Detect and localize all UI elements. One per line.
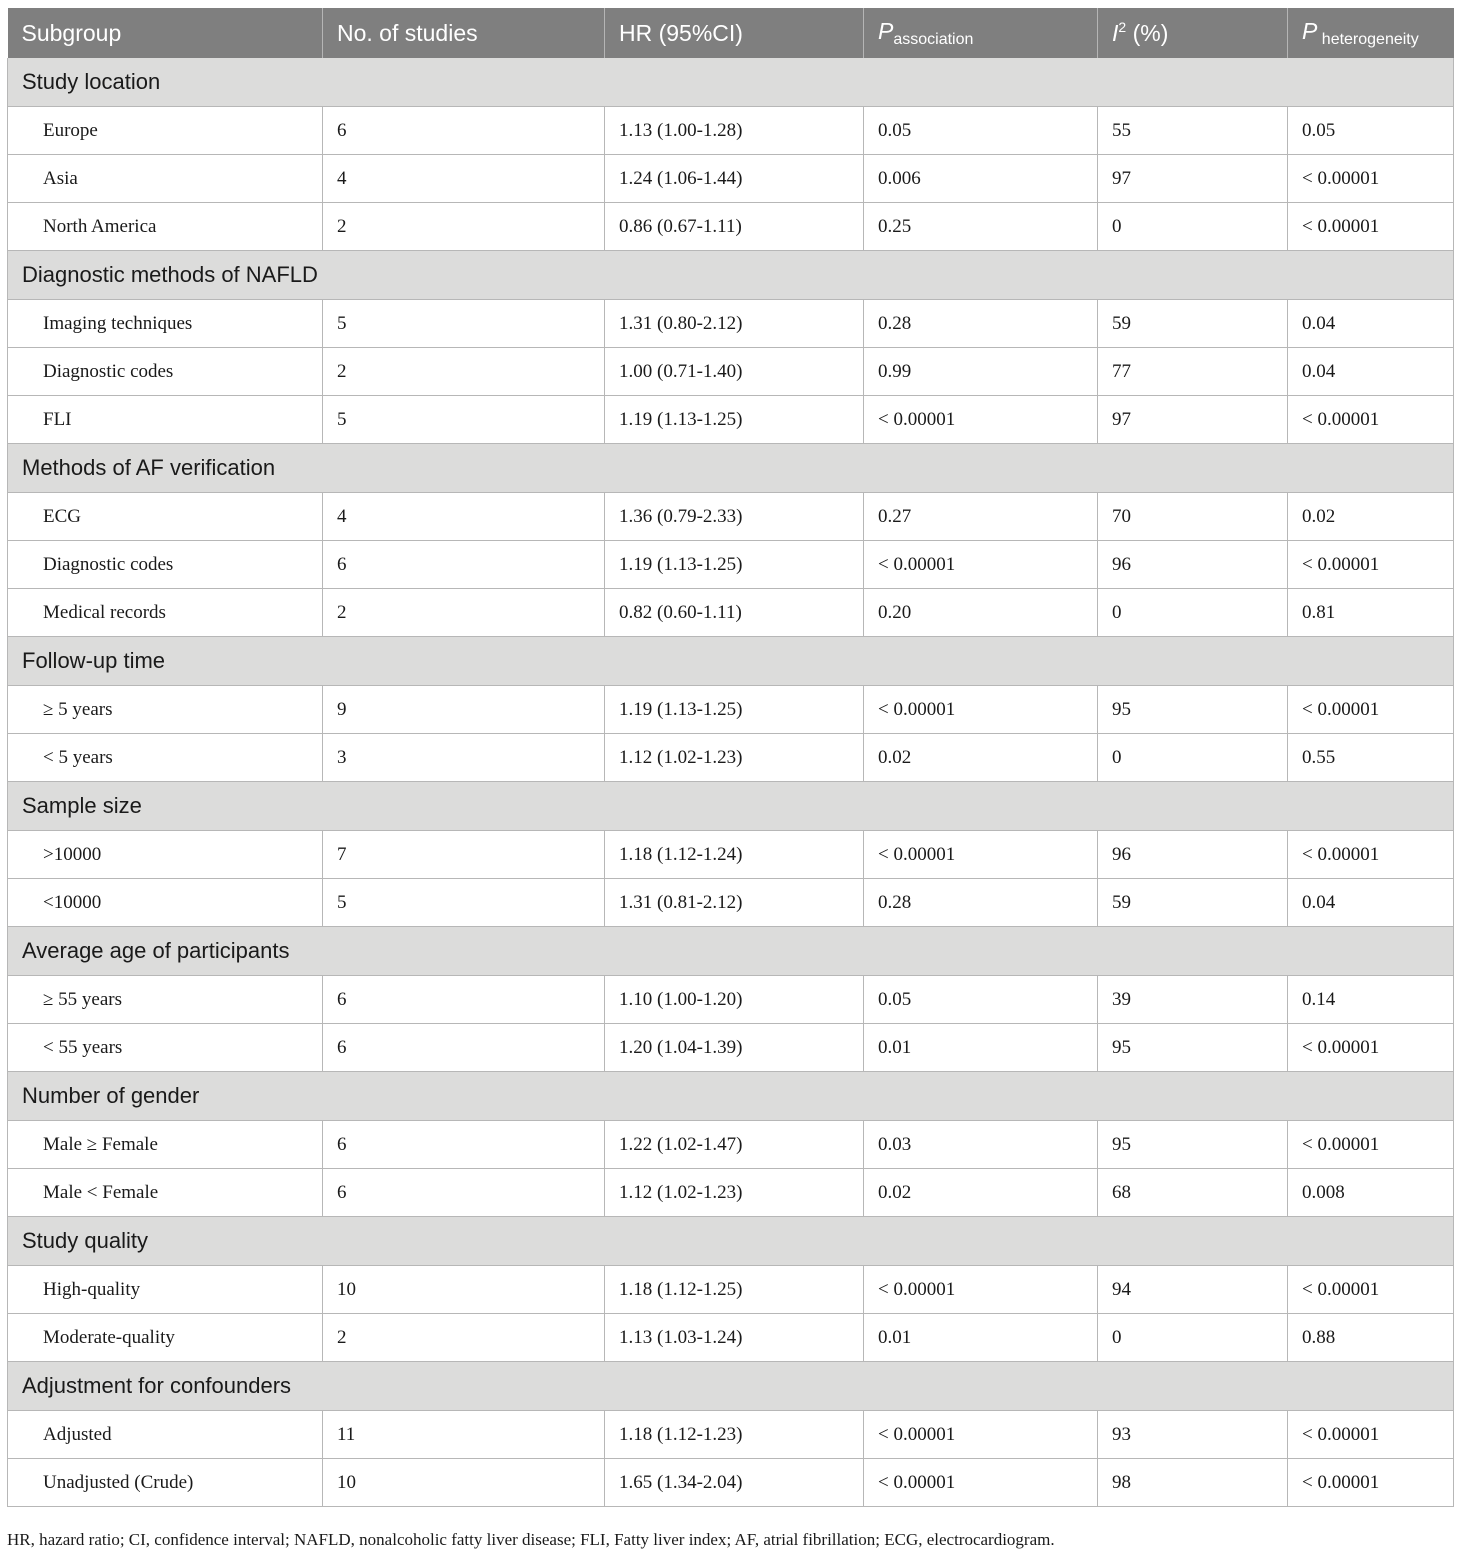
cell-label: Diagnostic codes [8, 541, 323, 589]
group-title: Diagnostic methods of NAFLD [8, 251, 1454, 300]
cell-i2: 0 [1098, 734, 1288, 782]
cell-studies: 6 [323, 107, 605, 155]
group-title: Adjustment for confounders [8, 1362, 1454, 1411]
cell-i2: 93 [1098, 1411, 1288, 1459]
cell-p-heterogeneity: 0.14 [1288, 976, 1454, 1024]
cell-p-association: 0.006 [864, 155, 1098, 203]
subgroup-analysis-table-container [7, 8, 1453, 1507]
group-row [8, 1362, 1454, 1411]
cell-i2: 70 [1098, 493, 1288, 541]
group-title: Average age of participants [8, 927, 1454, 976]
cell-studies: 2 [323, 203, 605, 251]
table-row [8, 493, 1454, 541]
cell-studies: 6 [323, 1121, 605, 1169]
cell-hr: 1.36 (0.79-2.33) [605, 493, 864, 541]
group-row [8, 444, 1454, 493]
cell-p-heterogeneity: 0.88 [1288, 1314, 1454, 1362]
cell-p-association: < 0.00001 [864, 396, 1098, 444]
cell-studies: 5 [323, 300, 605, 348]
table-row [8, 300, 1454, 348]
cell-studies: 6 [323, 541, 605, 589]
cell-p-heterogeneity: < 0.00001 [1288, 541, 1454, 589]
cell-i2: 0 [1098, 1314, 1288, 1362]
cell-p-association: 0.02 [864, 1169, 1098, 1217]
header-i2-rest: (%) [1126, 20, 1169, 46]
cell-p-association: < 0.00001 [864, 686, 1098, 734]
cell-hr: 1.22 (1.02-1.47) [605, 1121, 864, 1169]
cell-label: Male ≥ Female [8, 1121, 323, 1169]
table-row [8, 1314, 1454, 1362]
cell-i2: 39 [1098, 976, 1288, 1024]
group-row [8, 1072, 1454, 1121]
cell-i2: 98 [1098, 1459, 1288, 1507]
cell-i2: 59 [1098, 879, 1288, 927]
cell-hr: 1.00 (0.71-1.40) [605, 348, 864, 396]
group-title: Study location [8, 58, 1454, 107]
table-row [8, 155, 1454, 203]
cell-p-heterogeneity: 0.81 [1288, 589, 1454, 637]
cell-p-heterogeneity: < 0.00001 [1288, 1024, 1454, 1072]
cell-p-association: 0.28 [864, 300, 1098, 348]
header-hr: HR (95%CI) [605, 8, 864, 58]
cell-label: ≥ 5 years [8, 686, 323, 734]
cell-p-heterogeneity: < 0.00001 [1288, 1411, 1454, 1459]
table-row [8, 107, 1454, 155]
cell-p-heterogeneity: < 0.00001 [1288, 1266, 1454, 1314]
header-p-association-letter: P [878, 17, 894, 44]
cell-p-heterogeneity: < 0.00001 [1288, 686, 1454, 734]
cell-studies: 6 [323, 976, 605, 1024]
group-title: Number of gender [8, 1072, 1454, 1121]
cell-p-association: 0.02 [864, 734, 1098, 782]
cell-label: <10000 [8, 879, 323, 927]
cell-i2: 95 [1098, 686, 1288, 734]
cell-hr: 1.31 (0.81-2.12) [605, 879, 864, 927]
cell-p-association: 0.99 [864, 348, 1098, 396]
cell-studies: 7 [323, 831, 605, 879]
cell-p-heterogeneity: 0.04 [1288, 348, 1454, 396]
cell-i2: 0 [1098, 589, 1288, 637]
cell-p-association: < 0.00001 [864, 541, 1098, 589]
cell-i2: 68 [1098, 1169, 1288, 1217]
cell-p-heterogeneity: < 0.00001 [1288, 203, 1454, 251]
cell-studies: 4 [323, 155, 605, 203]
cell-hr: 1.24 (1.06-1.44) [605, 155, 864, 203]
cell-p-association: < 0.00001 [864, 831, 1098, 879]
cell-p-heterogeneity: 0.04 [1288, 300, 1454, 348]
table-row [8, 203, 1454, 251]
cell-label: FLI [8, 396, 323, 444]
group-title: Follow-up time [8, 637, 1454, 686]
cell-p-heterogeneity: 0.04 [1288, 879, 1454, 927]
header-studies: No. of studies [323, 8, 605, 58]
cell-p-heterogeneity: < 0.00001 [1288, 831, 1454, 879]
cell-label: ≥ 55 years [8, 976, 323, 1024]
cell-i2: 96 [1098, 541, 1288, 589]
table-row [8, 589, 1454, 637]
cell-label: Asia [8, 155, 323, 203]
group-row [8, 637, 1454, 686]
header-i2-sup: 2 [1118, 19, 1127, 35]
header-p-association [864, 8, 1098, 58]
table-row [8, 541, 1454, 589]
cell-hr: 0.86 (0.67-1.11) [605, 203, 864, 251]
cell-hr: 1.19 (1.13-1.25) [605, 541, 864, 589]
cell-hr: 1.19 (1.13-1.25) [605, 686, 864, 734]
group-title: Sample size [8, 782, 1454, 831]
cell-hr: 1.12 (1.02-1.23) [605, 734, 864, 782]
cell-p-association: 0.01 [864, 1314, 1098, 1362]
cell-studies: 3 [323, 734, 605, 782]
cell-p-heterogeneity: 0.55 [1288, 734, 1454, 782]
cell-p-association: < 0.00001 [864, 1459, 1098, 1507]
cell-i2: 97 [1098, 155, 1288, 203]
subgroup-analysis-table [7, 8, 1454, 1507]
cell-p-association: 0.25 [864, 203, 1098, 251]
cell-i2: 95 [1098, 1024, 1288, 1072]
cell-hr: 1.20 (1.04-1.39) [605, 1024, 864, 1072]
cell-studies: 6 [323, 1169, 605, 1217]
cell-label: < 5 years [8, 734, 323, 782]
cell-label: Unadjusted (Crude) [8, 1459, 323, 1507]
cell-studies: 5 [323, 396, 605, 444]
cell-studies: 2 [323, 589, 605, 637]
cell-hr: 1.18 (1.12-1.24) [605, 831, 864, 879]
cell-hr: 0.82 (0.60-1.11) [605, 589, 864, 637]
cell-p-association: 0.05 [864, 107, 1098, 155]
cell-label: >10000 [8, 831, 323, 879]
group-row [8, 782, 1454, 831]
cell-i2: 94 [1098, 1266, 1288, 1314]
cell-hr: 1.18 (1.12-1.23) [605, 1411, 864, 1459]
table-row [8, 734, 1454, 782]
table-body [8, 58, 1454, 1507]
group-row [8, 251, 1454, 300]
cell-p-heterogeneity: 0.02 [1288, 493, 1454, 541]
header-p-heterogeneity-letter: P [1302, 17, 1318, 44]
cell-studies: 10 [323, 1266, 605, 1314]
cell-p-association: 0.27 [864, 493, 1098, 541]
cell-p-association: 0.20 [864, 589, 1098, 637]
cell-p-association: < 0.00001 [864, 1411, 1098, 1459]
header-i2 [1098, 8, 1288, 58]
table-row [8, 1169, 1454, 1217]
cell-label: < 55 years [8, 1024, 323, 1072]
cell-p-association: 0.05 [864, 976, 1098, 1024]
table-row [8, 831, 1454, 879]
cell-p-association: 0.28 [864, 879, 1098, 927]
table-row [8, 1266, 1454, 1314]
table-row [8, 686, 1454, 734]
cell-hr: 1.13 (1.03-1.24) [605, 1314, 864, 1362]
table-row [8, 879, 1454, 927]
table-row [8, 1459, 1454, 1507]
cell-hr: 1.10 (1.00-1.20) [605, 976, 864, 1024]
cell-p-association: 0.01 [864, 1024, 1098, 1072]
group-row [8, 1217, 1454, 1266]
cell-p-heterogeneity: 0.008 [1288, 1169, 1454, 1217]
header-p-heterogeneity-sub: heterogeneity [1317, 30, 1419, 48]
cell-label: Moderate-quality [8, 1314, 323, 1362]
cell-p-heterogeneity: < 0.00001 [1288, 1459, 1454, 1507]
cell-hr: 1.19 (1.13-1.25) [605, 396, 864, 444]
header-p-association-sub: association [893, 30, 974, 48]
cell-label: ECG [8, 493, 323, 541]
cell-studies: 10 [323, 1459, 605, 1507]
group-title: Methods of AF verification [8, 444, 1454, 493]
cell-i2: 96 [1098, 831, 1288, 879]
cell-p-association: < 0.00001 [864, 1266, 1098, 1314]
group-row [8, 927, 1454, 976]
cell-label: Europe [8, 107, 323, 155]
cell-label: Diagnostic codes [8, 348, 323, 396]
table-row [8, 1411, 1454, 1459]
group-row [8, 58, 1454, 107]
cell-hr: 1.31 (0.80-2.12) [605, 300, 864, 348]
cell-hr: 1.13 (1.00-1.28) [605, 107, 864, 155]
cell-hr: 1.18 (1.12-1.25) [605, 1266, 864, 1314]
cell-label: High-quality [8, 1266, 323, 1314]
header-i2-letter: I [1112, 20, 1119, 46]
cell-hr: 1.12 (1.02-1.23) [605, 1169, 864, 1217]
cell-i2: 0 [1098, 203, 1288, 251]
table-row [8, 1024, 1454, 1072]
group-title: Study quality [8, 1217, 1454, 1266]
cell-p-association: 0.03 [864, 1121, 1098, 1169]
cell-label: Male < Female [8, 1169, 323, 1217]
header-p-heterogeneity [1288, 8, 1454, 58]
cell-label: Imaging techniques [8, 300, 323, 348]
table-row [8, 976, 1454, 1024]
header-subgroup: Subgroup [8, 8, 323, 58]
cell-label: Medical records [8, 589, 323, 637]
cell-label: Adjusted [8, 1411, 323, 1459]
table-footnote: HR, hazard ratio; CI, confidence interval; NAFLD, nonalcoholic fatty liver disease; FLI, Fatty liver index; AF, atrial fibrillation; ECG, electrocardiogram. [7, 1530, 1055, 1549]
cell-label: North America [8, 203, 323, 251]
table-row [8, 348, 1454, 396]
cell-studies: 6 [323, 1024, 605, 1072]
cell-studies: 2 [323, 348, 605, 396]
cell-p-heterogeneity: < 0.00001 [1288, 1121, 1454, 1169]
cell-studies: 5 [323, 879, 605, 927]
cell-p-heterogeneity: < 0.00001 [1288, 396, 1454, 444]
cell-studies: 2 [323, 1314, 605, 1362]
cell-studies: 4 [323, 493, 605, 541]
cell-i2: 77 [1098, 348, 1288, 396]
cell-i2: 95 [1098, 1121, 1288, 1169]
cell-p-heterogeneity: 0.05 [1288, 107, 1454, 155]
cell-i2: 97 [1098, 396, 1288, 444]
table-row [8, 396, 1454, 444]
cell-p-heterogeneity: < 0.00001 [1288, 155, 1454, 203]
cell-i2: 55 [1098, 107, 1288, 155]
table-header-row [8, 8, 1454, 58]
cell-i2: 59 [1098, 300, 1288, 348]
cell-hr: 1.65 (1.34-2.04) [605, 1459, 864, 1507]
cell-studies: 11 [323, 1411, 605, 1459]
table-row [8, 1121, 1454, 1169]
cell-studies: 9 [323, 686, 605, 734]
